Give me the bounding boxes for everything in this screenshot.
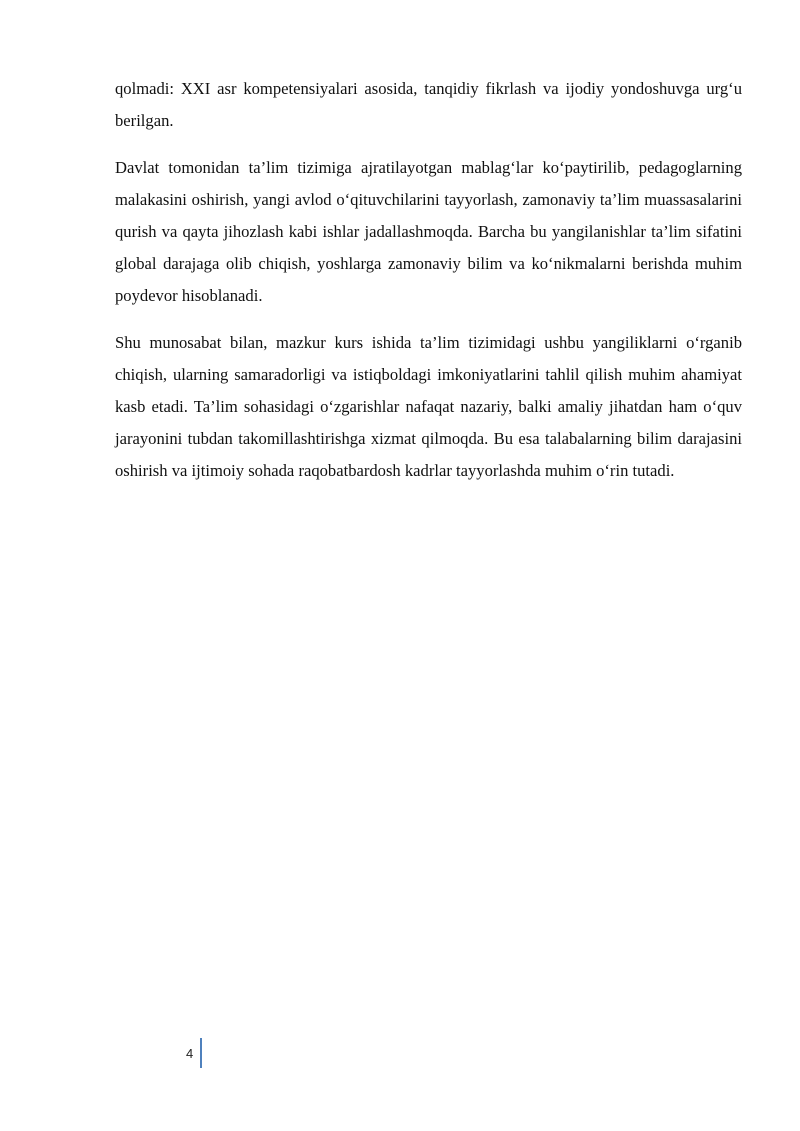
paragraph-2: Davlat tomonidan ta’lim tizimiga ajratilayotgan mablag‘lar ko‘paytirilib, pedagoglarning malakasini oshirish, yangi avlod o‘qituvchilarini tayyorlash, zamonaviy ta’lim muassasalarini qurish va qayta jihozlash kabi ishlar jadallashmoqda. Barcha bu yangilanishlar ta’lim sifatini global darajaga olib chiqish, yoshlarga zamonaviy bilim va ko‘nikmalarni berishda muhim poydevor hisoblanadi. — [115, 158, 742, 305]
paragraph-3: Shu munosabat bilan, mazkur kurs ishida ta’lim tizimidagi ushbu yangiliklarni o‘rganib chiqish, ularning samaradorligi va istiqboldagi imkoniyatlarini tahlil qilish muhim ahamiyat kasb etadi. Ta’lim sohasidagi o‘zgarishlar nafaqat nazariy, balki amaliy jihatdan ham o‘quv jarayonini tubdan takomillashtirishga xizmat qilmoqda. Bu esa talabalarning bilim darajasini oshirish va ijtimoiy sohada raqobatbardosh kadrlar tayyorlashda muhim o‘rin tutadi. — [115, 333, 742, 480]
body-text — [115, 73, 742, 502]
page-footer — [186, 1038, 202, 1068]
page-number-divider — [200, 1038, 202, 1068]
paragraph-1: qolmadi: XXI asr kompetensiyalari asosida, tanqidiy fikrlash va ijodiy yondoshuvga urg‘u berilgan. — [115, 79, 742, 130]
page-number: 4 — [186, 1045, 194, 1061]
